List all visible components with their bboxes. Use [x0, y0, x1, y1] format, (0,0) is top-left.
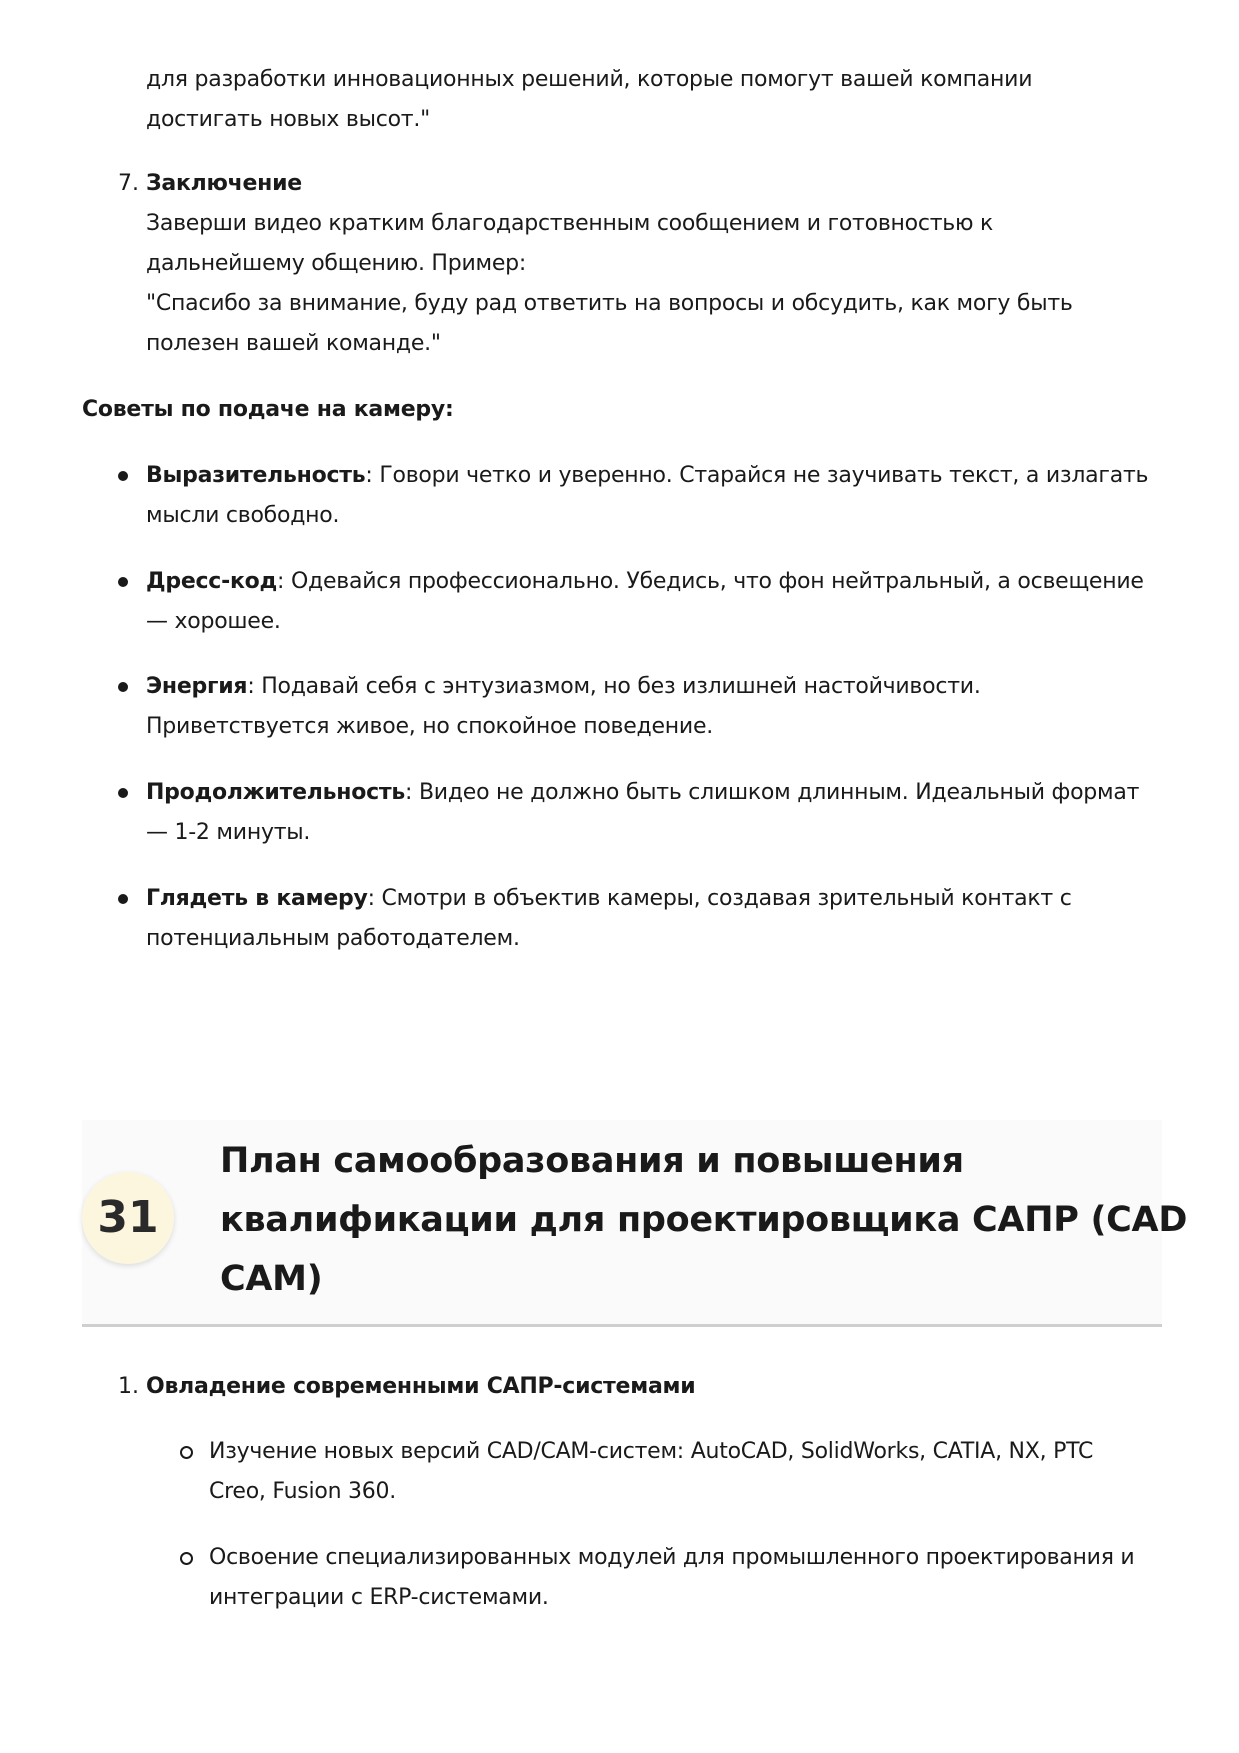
bullet-icon [118, 682, 128, 692]
section-title-line: квалификации для проектировщика САПР (CAD [220, 1200, 1188, 1240]
tips-heading: Советы по подаче на камеру: [82, 397, 454, 422]
tip-line [146, 879, 1072, 919]
intro-line: достигать новых высот." [146, 107, 430, 132]
section-title-line: План самообразования и повышения [220, 1141, 964, 1181]
bullet-icon [118, 577, 128, 587]
tip-line [146, 773, 1139, 813]
tip-line [146, 667, 981, 707]
tip-text: : Говори четко и уверенно. Старайся не заучивать текст, а излагать [365, 463, 1149, 488]
item-body-line: "Спасибо за внимание, буду рад ответить на вопросы и обсудить, как могу быть [146, 291, 1073, 316]
tip-term: Продолжительность [146, 780, 406, 805]
sub-item-line: Освоение специализированных модулей для промышленного проектирования и [209, 1545, 1135, 1570]
tip-text: : Одевайся профессионально. Убедись, что фон нейтральный, а освещение [277, 569, 1144, 594]
section-number-badge: 31 [82, 1172, 174, 1264]
tip-text: : Видео не должно быть слишком длинным. Идеальный формат [405, 780, 1140, 805]
plan-item-title-text: Овладение современными САПР-системами [146, 1374, 696, 1399]
section-title-line: CAM) [220, 1259, 323, 1299]
tip-term: Энергия [146, 674, 248, 699]
list-number: 1. [118, 1374, 139, 1399]
tip-term: Выразительность [146, 463, 366, 488]
item-body-line: дальнейшему общению. Пример: [146, 251, 526, 276]
intro-line: для разработки инновационных решений, которые помогут вашей компании [146, 67, 1033, 92]
item-body-line: Заверши видео кратким благодарственным сообщением и готовностью к [146, 211, 994, 236]
sub-item-line: интеграции с ERP-системами. [209, 1585, 549, 1610]
item-title-text: Заключение [146, 171, 302, 196]
tip-text: : Подавай себя с энтузиазмом, но без излишней настойчивости. [247, 674, 981, 699]
bullet-icon [118, 471, 128, 481]
item-title [146, 164, 302, 204]
tip-line: — хорошее. [146, 609, 281, 634]
bullet-icon [118, 788, 128, 798]
section-title [220, 1132, 1188, 1309]
tip-line: — 1-2 минуты. [146, 820, 311, 845]
tip-line [146, 562, 1144, 602]
circle-bullet-icon [180, 1552, 193, 1565]
tip-line: мысли свободно. [146, 503, 340, 528]
list-number: 7. [118, 171, 139, 196]
tip-line [146, 456, 1148, 496]
item-body-line: полезен вашей команде." [146, 331, 441, 356]
plan-item-title [146, 1367, 695, 1407]
tip-text: : Смотри в объектив камеры, создавая зрительный контакт с [367, 886, 1072, 911]
sub-item-line: Изучение новых версий CAD/CAM-систем: AutoCAD, SolidWorks, CATIA, NX, PTC [209, 1439, 1094, 1464]
tip-line: Приветствуется живое, но спокойное поведение. [146, 714, 714, 739]
bullet-icon [118, 894, 128, 904]
sub-item-line: Creo, Fusion 360. [209, 1479, 397, 1504]
tip-term: Глядеть в камеру [146, 886, 368, 911]
tip-line: потенциальным работодателем. [146, 926, 520, 951]
tip-term: Дресс-код [146, 569, 278, 594]
circle-bullet-icon [180, 1446, 193, 1459]
